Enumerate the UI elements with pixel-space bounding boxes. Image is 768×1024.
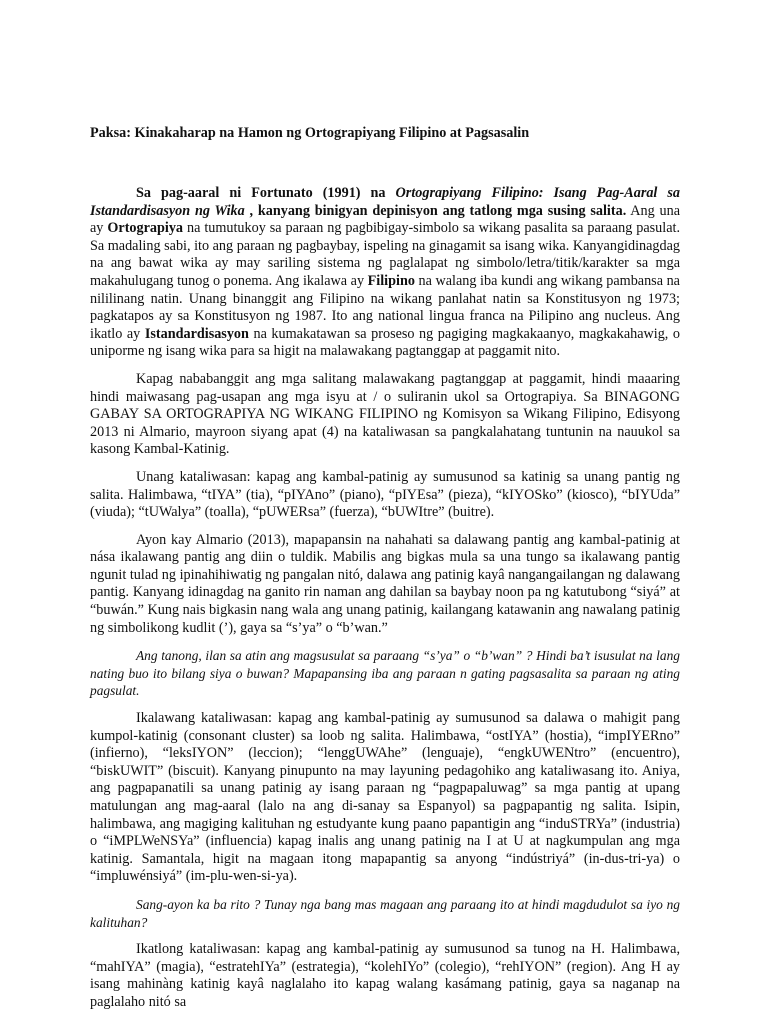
term-filipino: Filipino [367,272,415,289]
p1-s3: , kanyang binigyan depinisyon ang tatlong mga susing salita. [244,202,627,219]
p1-book-title: Ortograpiyang Filipino: Isang Pag-Aaral sa Istandardisasyon ng Wika [90,185,681,219]
paragraph-8: Ikatlong kataliwasan: kapag ang kambal-patinig ay sumusunod sa tunog na H. Halimbawa, “mahIYA” (magia), “estratehIYa” (estrategia), “kolehIYo” (colegio), “rehIYON” (region). Ang H ay isang mahinàng katinig kayâ naglalaho ito kapag walang kasámang patinig, gaya sa naganap na paglalaho nitó sa [90,941,680,1010]
question-2: Sang-ayon ka ba rito ? Tunay nga bang mas magaan ang paraang ito at hindi magdudulot sa iyo ng kalituhan? [90,896,680,930]
paragraph-1 [90,185,680,361]
question-1: Ang tanong, ilan sa atin ang magsusulat sa paraang “s’ya” o “b’wan” ? Hindi ba’t isusulat na lang nating buo ito bilang siya o buwan? Mapapansing iba ang paraan n gating pagsasalita sa paraan ng ating pagsulat. [90,648,680,699]
p1-s1: Sa pag-aaral ni Fortunato (1991) na [136,185,396,201]
paragraph-2: Kapag nababanggit ang mga salitang malawakang pagtanggap at paggamit, hindi maaaring hindi maiwasang pag-usapan ang mga isyu at / o suliranin ukol sa Ortograpiya. Sa BINAGONG GABAY SA ORTOGRAPIYA NG WIKANG FILIPINO ng Komisyon sa Wikang Filipino, Edisyong 2013 ni Almario, mayroon siyang apat (4) na kataliwasan sa pangkalahatang tuntunin na nauukol sa kasong Kambal-Katinig. [90,370,680,458]
term-istandardisasyon: Istandardisasyon [144,325,249,342]
p1-s4: Ang una ay [90,202,681,237]
p1-s8: na walang iba kundi ang wikang pambansa na nililinang natin. Unang binanggit ang Filipino na wikang panlahat natin sa Konstitusyon ng 1973; pagkatapos ay sa Konstitusyon ng 1987. Ito ang national lingua franca na Pilipino ang nucleus. Ang ikatlo ay [90,272,680,342]
paragraph-6: Ikalawang kataliwasan: kapag ang kambal-patinig ay sumusunod sa dalawa o mahigit pang kumpol-katinig (consonant cluster) sa loob ng salita. Halimbawa, “ostIYA” (hostia), “impIYERno” (infierno), “leksIYON” (leccion); “lenggUWAhe” (lenguaje), “engkUWENtro” (encuentro), “biskUWIT” (biscuit). Kanyang pinupunto na may layuning pedagohiko ang kataliwasang ito. Aniya, ang pagpapanatili sa unang patinig ay isang paraan ng “pagpapaluwag” sa mga pantig at upang matulungan ang mag-aaral (lalo na ang di-sanay sa Espanyol) sa pagpapantig ng salita. Isipin, halimbawa, ang magiging kalituhan ng estudyante kung paano papantigin ang “induSTRYa” (industria) o “iMPLWeNSYa” (influencia) kapag inalis ang unang patinig na I at U at nagkumpulan ang mga katinig. Samantala, higit na magaan itong mapapantig sa anyong “indústriyá” (in-dus-tri-ya) o “impluwénsiyá” (im-plu-wen-si-ya). [90,710,680,885]
term-ortograpiya: Ortograpiya [107,220,184,237]
paragraph-3: Unang kataliwasan: kapag ang kambal-patinig ay sumusunod sa katinig sa unang pantig ng salita. Halimbawa, “tIYA” (tia), “pIYAno” (piano), “pIYEsa” (pieza), “kIYOSko” (kiosco), “bIYUda” (viuda); “tUWalya” (toalla), “pUWERsa” (fuerza), “bUWItre” (buitre). [90,468,680,521]
document-body [90,185,680,1022]
paragraph-4: Ayon kay Almario (2013), mapapansin na nahahati sa dalawang pantig ang kambal-patinig at nása ikalawang pantig ang diin o tuldik. Mabilis ang bigkas mula sa una tungo sa ikalawang pantig ngunit tulad ng ipinahihiwatig ng pangalan nitó, dalawa ang patinig kayâ nangangailangan ng dalawang pantig. Kanyang idinagdag na ganito rin naman ang dahilan sa baybay noon pa ng katutubong “siyá” at “buwán.” Kung nais bigkasin nang wala ang unang patinig, kailangang katawanin ang nawalang patinig ng simbolikong kudlit (’), gaya sa “s’ya” o “b’wan.” [90,531,680,636]
p1-s6: na tumutukoy sa paraan ng pagbibigay-simbolo sa wikang pasalita sa paraang pasulat. Sa madaling sabi, ito ang paraan ng pagbaybay, ispeling na ginagamit sa isang wika. Kanyangidinagdag na ang bawat wika ay may sariling sistema ng paglalapat ng simbolo/letra/titik/karakter sa mga makahulugang tunog o ponema. Ang ikalawa ay [90,220,680,289]
p1-s10: na kumakatawan sa proseso ng pagiging magkakaanyo, magkakahawig, o uniporme ng isang wika para sa higit na malawakang pagtanggap at paggamit nito. [90,325,680,360]
page-title: Paksa: Kinakaharap na Hamon ng Ortograpiyang Filipino at Pagsasalin [90,125,530,141]
